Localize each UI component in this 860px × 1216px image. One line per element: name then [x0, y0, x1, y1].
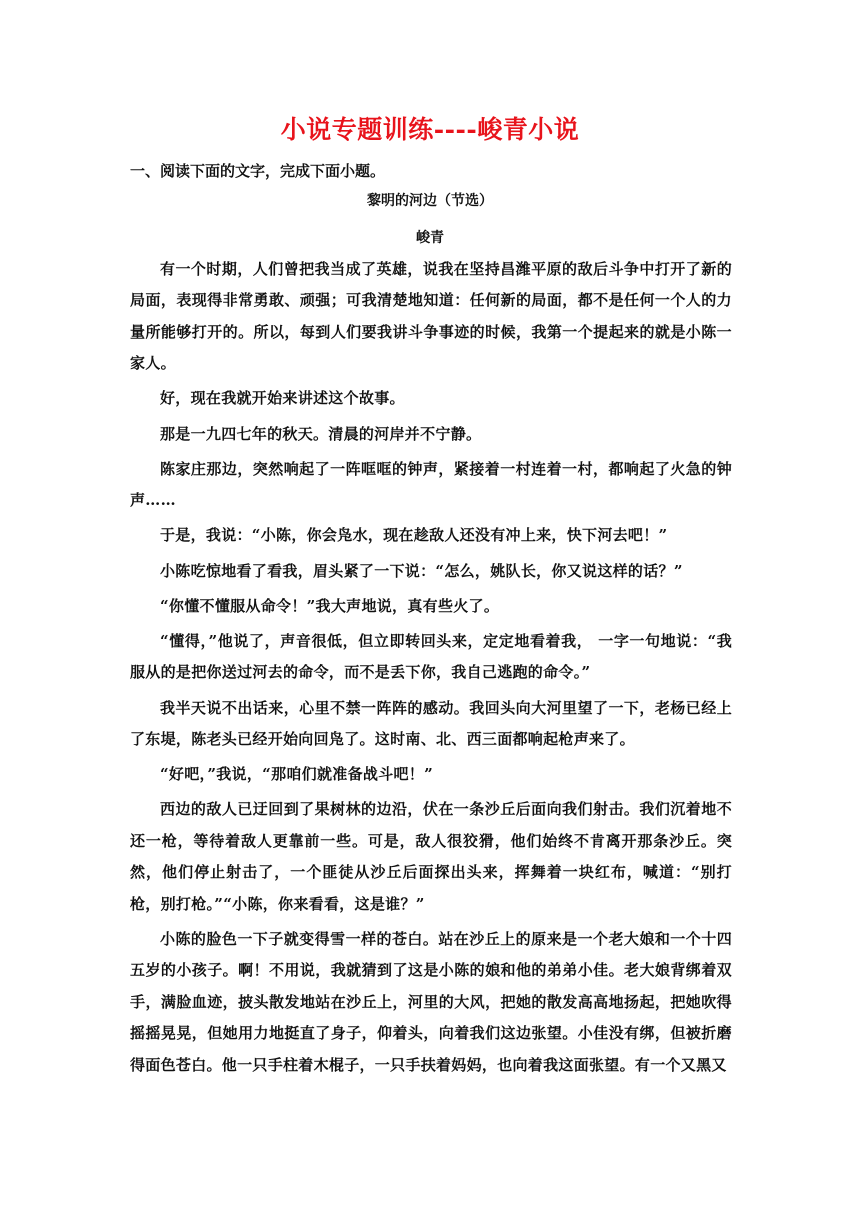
paragraph: 小陈吃惊地看了看我，眉头紧了一下说：“怎么，姚队长，你又说这样的话？”	[160, 561, 683, 580]
paragraph: 小陈的脸色一下子就变得雪一样的苍白。站在沙丘上的原来是一个老大娘和一个十四五岁的小孩子。啊！不用说，我就猜到了这是小陈的娘和他的弟弟小佳。老大娘背绑着双手，满脸血迹，披头散发地站在沙丘上，河里的大风，把她的散发高高地扬起，把她吹得摇摇晃晃，但她用力地挺直了身子，仰着头，向着我们这边张望。小佳没有绑，但被折磨得面色苍白。他一只手柱着木棍子，一只手扶着妈妈，也向着我这面张望。有一个又黑又	[130, 929, 732, 1074]
paragraph: “懂得，”他说了，声音很低，但立即转回头来，定定地看着我， 一字一句地说：“我服从的是把你送过河去的命令，而不是丢下你，我自己逃跑的命令。”	[130, 632, 732, 682]
paragraph: 陈家庄那边，突然响起了一阵哐哐的钟声，紧接着一村连着一村，都响起了火急的钟声……	[130, 459, 732, 510]
paragraph: 我半天说不出话来，心里不禁一阵阵的感动。我回头向大河里望了一下，老杨已经上了东堤，陈老头已经开始向回凫了。这时南、北、西三面都响起枪声来了。	[130, 698, 732, 749]
paragraph: “你懂不懂服从命令！”我大声地说，真有些火了。	[160, 596, 500, 615]
paragraph: 有一个时期，人们曾把我当成了英雄，说我在坚持昌潍平原的敌后斗争中打开了新的局面，表现得非常勇敢、顽强；可我清楚地知道：任何新的局面，都不是任何一个人的力量所能够打开的。所以，每到人们要我讲斗争事迹的时候，我第一个提起来的就是小陈一家人。	[130, 260, 732, 373]
paragraph: 好，现在我就开始来讲述这个故事。	[160, 389, 405, 408]
story-title: 黎明的河边（节选）	[367, 193, 493, 209]
question-instruction: 一、阅读下面的文字，完成下面小题。	[130, 162, 386, 180]
paragraph: 于是，我说：“小陈，你会凫水，现在趁敌人还没有冲上来，快下河去吧！”	[160, 526, 668, 545]
story-body	[130, 254, 732, 1085]
paragraph: 那是一九四七年的秋天。清晨的河岸并不宁静。	[160, 424, 482, 443]
paragraph: “好吧，”我说，“那咱们就准备战斗吧！”	[160, 765, 434, 784]
paragraph: 西边的敌人已迂回到了果树林的边沿，伏在一条沙丘后面向我们射击。我们沉着地不还一枪，等待着敌人更靠前一些。可是，敌人很狡猾，他们始终不肯离开那条沙丘。突然，他们停止射击了，一个匪徒从沙丘后面探出头来，挥舞着一块红布，喊道：“别打枪，别打枪。”“小陈，你来看看，这是谁？”	[130, 800, 732, 913]
story-author: 峻青	[416, 230, 444, 246]
document-title: 小说专题训练----峻青小说	[280, 115, 580, 144]
